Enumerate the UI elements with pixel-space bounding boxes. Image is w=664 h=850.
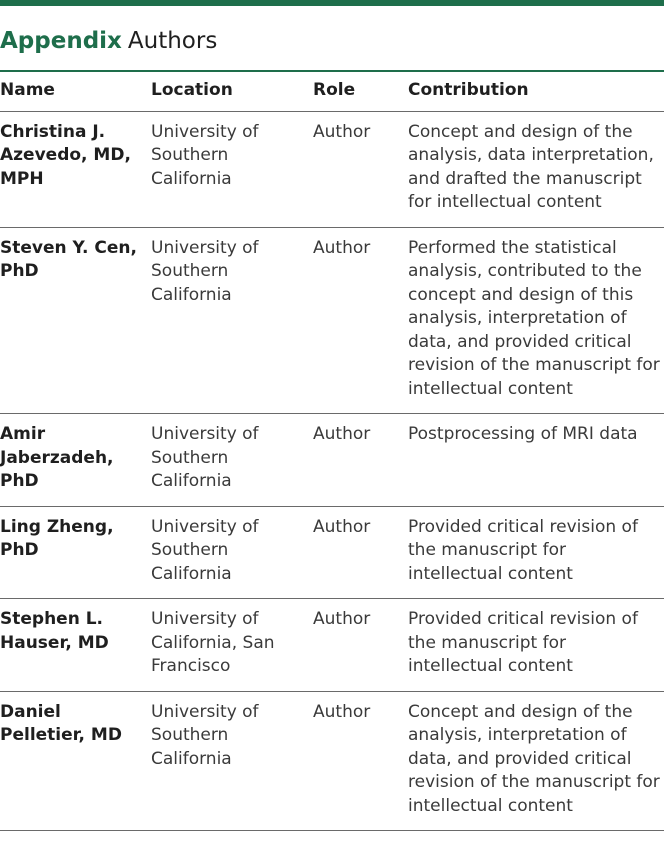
page-title bbox=[0, 26, 217, 56]
author-role: Author bbox=[313, 691, 408, 831]
table-header-row bbox=[0, 72, 664, 111]
author-contribution: Concept and design of the analysis, interpretation of data, and provided critical revision of the manuscript for intellectual content bbox=[408, 691, 664, 831]
author-role: Author bbox=[313, 506, 408, 599]
column-header-role: Role bbox=[313, 72, 408, 111]
author-location: University of Southern California bbox=[151, 691, 313, 831]
author-role: Author bbox=[313, 111, 408, 227]
author-location: University of Southern California bbox=[151, 227, 313, 414]
author-name: Ling Zheng, PhD bbox=[0, 506, 151, 599]
top-accent-bar bbox=[0, 0, 664, 6]
author-contribution: Provided critical revision of the manuscript for intellectual content bbox=[408, 599, 664, 692]
author-role: Author bbox=[313, 599, 408, 692]
author-name: Daniel Pelletier, MD bbox=[0, 691, 151, 831]
table-row bbox=[0, 414, 664, 507]
author-name: Christina J. Azevedo, MD, MPH bbox=[0, 111, 151, 227]
author-location: University of Southern California bbox=[151, 414, 313, 507]
author-role: Author bbox=[313, 414, 408, 507]
table-row bbox=[0, 691, 664, 831]
author-role: Author bbox=[313, 227, 408, 414]
author-contribution: Concept and design of the analysis, data interpretation, and drafted the manuscript for intellectual content bbox=[408, 111, 664, 227]
author-location: University of California, San Francisco bbox=[151, 599, 313, 692]
author-contribution: Postprocessing of MRI data bbox=[408, 414, 664, 507]
table-row bbox=[0, 599, 664, 692]
author-name: Amir Jaberzadeh, PhD bbox=[0, 414, 151, 507]
table-row bbox=[0, 506, 664, 599]
appendix-label: Appendix bbox=[0, 28, 122, 54]
author-contribution: Provided critical revision of the manuscript for intellectual content bbox=[408, 506, 664, 599]
author-location: University of Southern California bbox=[151, 506, 313, 599]
column-header-name: Name bbox=[0, 72, 151, 111]
table-row bbox=[0, 111, 664, 227]
author-name: Stephen L. Hauser, MD bbox=[0, 599, 151, 692]
column-header-contribution: Contribution bbox=[408, 72, 664, 111]
author-location: University of Southern California bbox=[151, 111, 313, 227]
author-contribution: Performed the statistical analysis, contributed to the concept and design of this analysis, interpretation of data, and provided critical revision of the manuscript for intellectual content bbox=[408, 227, 664, 414]
column-header-location: Location bbox=[151, 72, 313, 111]
appendix-subtitle: Authors bbox=[127, 28, 218, 54]
author-name: Steven Y. Cen, PhD bbox=[0, 227, 151, 414]
authors-table bbox=[0, 72, 664, 831]
table-row bbox=[0, 227, 664, 414]
